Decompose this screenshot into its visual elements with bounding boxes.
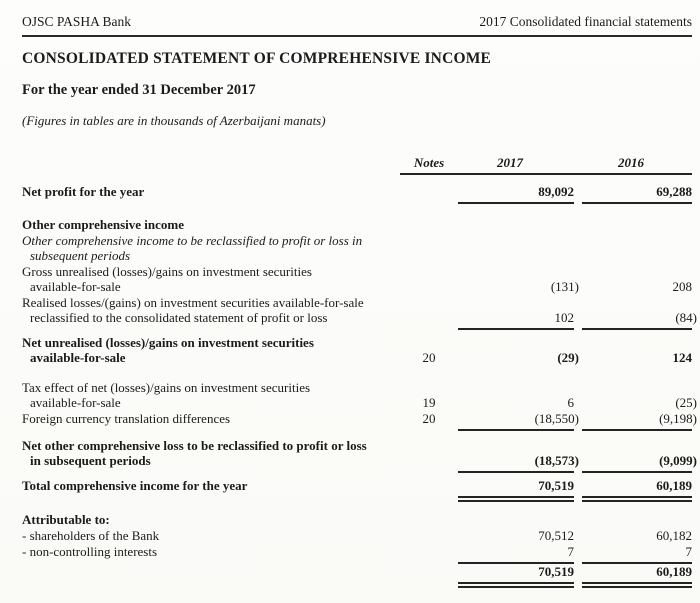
label-line: Other comprehensive income bbox=[22, 217, 184, 232]
value-2016 bbox=[582, 233, 692, 264]
value-2017-value: 70,519 bbox=[538, 478, 574, 493]
row-gap bbox=[22, 430, 692, 438]
row-other-comprehensive-income-heading bbox=[22, 217, 692, 233]
value-2016 bbox=[582, 438, 697, 472]
value-2017-value: 6 bbox=[567, 395, 574, 410]
row-attributable-to-heading bbox=[22, 512, 692, 528]
value-2016-value: 124 bbox=[672, 350, 692, 365]
value-2017 bbox=[458, 295, 574, 329]
row-net-unrealised-losses-gains bbox=[22, 335, 692, 366]
note-reference bbox=[400, 563, 458, 585]
value-2016-value: (84) bbox=[675, 310, 697, 325]
report-name: 2017 Consolidated financial statements bbox=[479, 14, 692, 29]
note-reference: 20 bbox=[422, 411, 436, 426]
row-total-comprehensive-income bbox=[22, 478, 692, 499]
row-attributable-total bbox=[22, 563, 692, 585]
col-header-2016: 2016 bbox=[582, 155, 692, 174]
value-2016-value: 7 bbox=[685, 544, 692, 559]
row-gap bbox=[22, 203, 692, 217]
row-realised-losses-gains-reclassified bbox=[22, 295, 692, 329]
note-reference bbox=[400, 264, 458, 295]
value-2016 bbox=[582, 563, 692, 585]
row-label bbox=[22, 411, 400, 430]
value-2017-value: (18,550) bbox=[534, 411, 579, 426]
label-line: Net other comprehensive loss to be reclassified to profit or loss bbox=[22, 438, 367, 453]
value-2017-value: (131) bbox=[550, 279, 579, 294]
label-line: Net unrealised (losses)/gains on investment securities bbox=[22, 335, 314, 350]
value-2016 bbox=[582, 264, 692, 295]
value-2016-value: (9,198) bbox=[659, 411, 697, 426]
note-reference bbox=[400, 184, 458, 203]
value-2017 bbox=[458, 335, 579, 366]
statement-table bbox=[22, 155, 697, 588]
col-header-gap bbox=[574, 155, 582, 174]
note-reference bbox=[400, 295, 458, 329]
label-line: Realised losses/(gains) on investment securities available-for-sale bbox=[22, 295, 364, 310]
value-2017 bbox=[458, 438, 579, 472]
value-2017-value: 102 bbox=[554, 310, 574, 325]
figures-note: (Figures in tables are in thousands of Azerbaijani manats) bbox=[22, 113, 326, 128]
value-2017 bbox=[458, 184, 574, 203]
label-line: - non-controlling interests bbox=[22, 544, 158, 559]
value-2016-value: 69,288 bbox=[656, 184, 692, 199]
value-2017-value: 70,512 bbox=[538, 528, 574, 543]
label-line: available-for-sale bbox=[30, 279, 121, 294]
value-2016-value: 60,182 bbox=[656, 528, 692, 543]
running-header bbox=[22, 14, 692, 37]
label-line: Attributable to: bbox=[22, 512, 110, 527]
value-2016 bbox=[582, 335, 692, 366]
value-2016 bbox=[582, 478, 692, 499]
note-reference: 19 bbox=[422, 395, 436, 410]
row-net-other-comprehensive-loss bbox=[22, 438, 692, 472]
value-2017 bbox=[458, 217, 574, 233]
value-2017 bbox=[458, 563, 574, 585]
value-2016-value: 208 bbox=[672, 279, 692, 294]
row-gap bbox=[22, 366, 692, 380]
row-label bbox=[22, 335, 400, 366]
row-label bbox=[22, 563, 400, 585]
row-attributable-non-controlling-interests bbox=[22, 544, 692, 563]
row-net-profit-for-the-year bbox=[22, 184, 692, 203]
value-2016 bbox=[582, 295, 697, 329]
label-line: available-for-sale bbox=[30, 395, 121, 410]
note-reference bbox=[400, 512, 458, 528]
value-2017-value: (29) bbox=[557, 350, 579, 365]
label-line bbox=[22, 564, 400, 579]
value-2016 bbox=[582, 411, 697, 430]
bank-name: OJSC PASHA Bank bbox=[22, 14, 132, 29]
value-2016 bbox=[582, 512, 692, 528]
row-gross-unrealised-losses-gains bbox=[22, 264, 692, 295]
row-label bbox=[22, 544, 400, 563]
value-2017 bbox=[458, 233, 574, 264]
value-2016 bbox=[582, 380, 697, 411]
col-header-notes: Notes bbox=[400, 155, 458, 174]
value-2016 bbox=[582, 184, 692, 203]
note-reference bbox=[400, 544, 458, 563]
value-2016 bbox=[582, 528, 692, 544]
row-attributable-shareholders bbox=[22, 528, 692, 544]
row-label bbox=[22, 233, 400, 264]
value-2016-value: 60,189 bbox=[656, 478, 692, 493]
value-2017-value: 7 bbox=[567, 544, 574, 559]
note-reference bbox=[400, 478, 458, 499]
row-label bbox=[22, 184, 400, 203]
col-header-2017: 2017 bbox=[458, 155, 574, 174]
label-line: Foreign currency translation differences bbox=[22, 411, 231, 426]
row-gap bbox=[22, 499, 692, 512]
row-label bbox=[22, 438, 400, 472]
label-line: in subsequent periods bbox=[30, 453, 151, 468]
row-foreign-currency-translation-differences bbox=[22, 411, 692, 430]
note-reference bbox=[400, 217, 458, 233]
value-2017-value: 70,519 bbox=[538, 564, 574, 579]
value-2016 bbox=[582, 544, 692, 563]
label-line: available-for-sale bbox=[30, 350, 126, 365]
value-2016-value: (9,099) bbox=[659, 453, 697, 468]
note-reference: 20 bbox=[422, 350, 436, 365]
row-label bbox=[22, 528, 400, 544]
statement-title: CONSOLIDATED STATEMENT OF COMPREHENSIVE INCOME bbox=[22, 50, 492, 67]
value-2016 bbox=[582, 217, 692, 233]
label-line: Total comprehensive income for the year bbox=[22, 478, 248, 493]
value-2017-value: (18,573) bbox=[534, 453, 579, 468]
label-line: reclassified to the consolidated statement of profit or loss bbox=[30, 310, 328, 325]
value-2017 bbox=[458, 528, 574, 544]
value-2017 bbox=[458, 264, 579, 295]
row-label bbox=[22, 264, 400, 295]
label-line: Gross unrealised (losses)/gains on investment securities bbox=[22, 264, 312, 279]
row-label bbox=[22, 478, 400, 499]
row-label bbox=[22, 295, 400, 329]
value-2016-value: (25) bbox=[675, 395, 697, 410]
value-2016-value: 60,189 bbox=[656, 564, 692, 579]
label-line: subsequent periods bbox=[30, 248, 131, 263]
statement-rows bbox=[22, 155, 697, 585]
label-line: Net profit for the year bbox=[22, 184, 145, 199]
note-reference bbox=[400, 438, 458, 472]
label-line: - shareholders of the Bank bbox=[22, 528, 160, 543]
value-2017-value: 89,092 bbox=[538, 184, 574, 199]
table-header-row bbox=[22, 155, 692, 174]
value-2017 bbox=[458, 512, 574, 528]
label-line: Tax effect of net (losses)/gains on investment securities bbox=[22, 380, 311, 395]
label-line: Other comprehensive income to be reclassified to profit or loss in bbox=[22, 233, 363, 248]
value-2017 bbox=[458, 478, 574, 499]
row-label bbox=[22, 380, 400, 411]
row-gap bbox=[22, 174, 692, 184]
row-label bbox=[22, 512, 400, 528]
row-tax-effect bbox=[22, 380, 692, 411]
value-2017 bbox=[458, 411, 579, 430]
note-reference bbox=[400, 233, 458, 264]
row-label bbox=[22, 217, 400, 233]
value-2017 bbox=[458, 544, 574, 563]
col-header-spacer bbox=[22, 155, 400, 174]
row-oci-to-be-reclassified-note bbox=[22, 233, 692, 264]
value-2017 bbox=[458, 380, 574, 411]
note-reference bbox=[400, 528, 458, 544]
statement-period: For the year ended 31 December 2017 bbox=[22, 82, 256, 98]
